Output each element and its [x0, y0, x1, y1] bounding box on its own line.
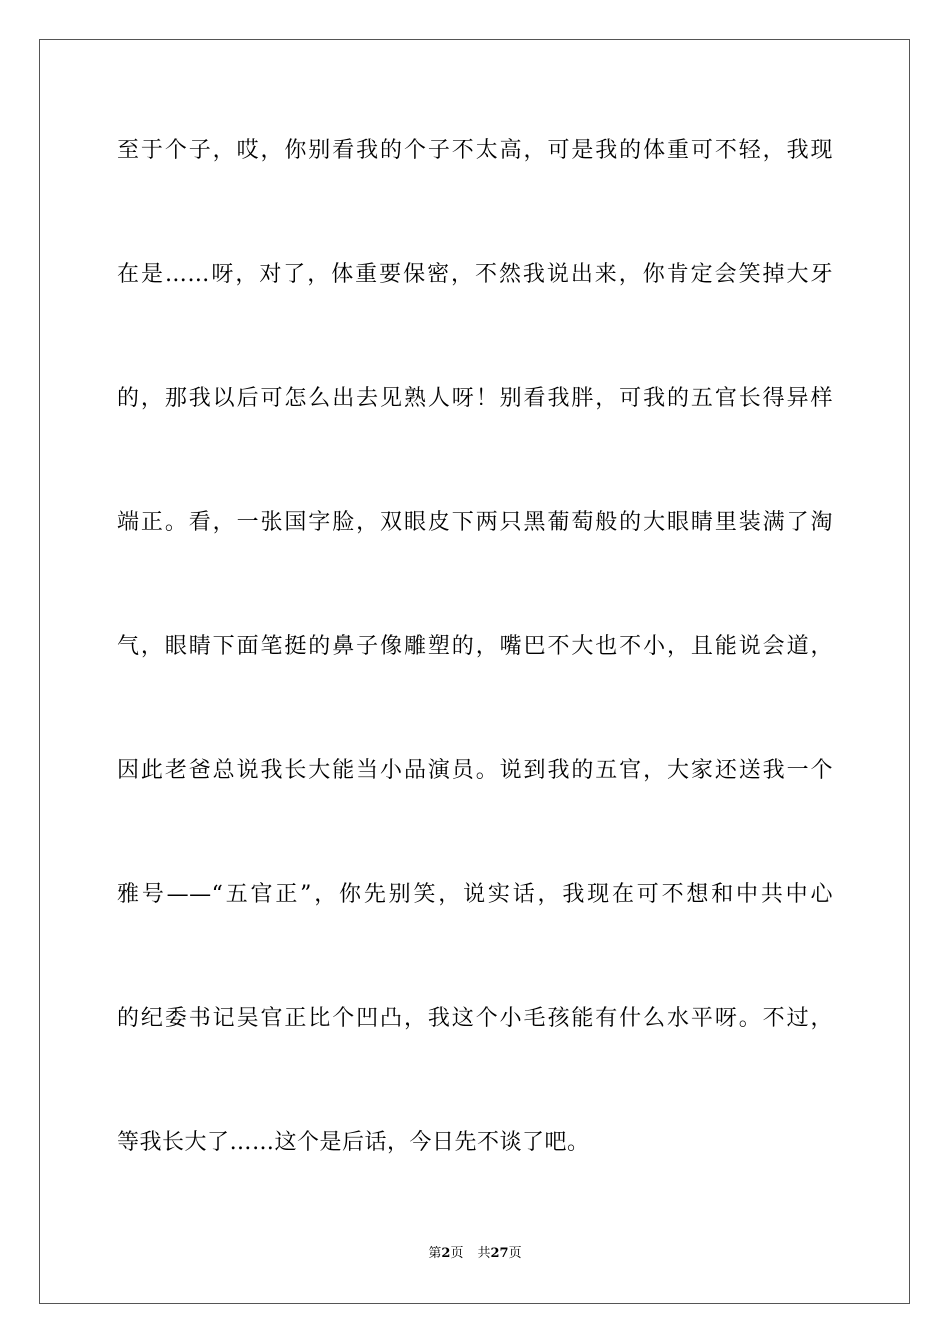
text-line-3: 的，那我以后可怎么出去见熟人呀！别看我胖，可我的五官长得异样 [117, 386, 833, 411]
page-number: 2 [441, 1246, 451, 1261]
total-prefix: 共 [477, 1246, 491, 1261]
text-line-1: 至于个子，哎，你别看我的个子不太高，可是我的体重可不轻，我现 [117, 138, 833, 163]
text-line-6: 因此老爸总说我长大能当小品演员。说到我的五官，大家还送我一个 [117, 758, 833, 783]
page-suffix: 页 [450, 1246, 464, 1261]
text-line-9: 等我长大了……这个是后话，今日先不谈了吧。 [117, 1130, 590, 1155]
text-line-5: 气，眼睛下面笔挺的鼻子像雕塑的，嘴巴不大也不小，且能说会道， [117, 634, 833, 659]
total-suffix: 页 [508, 1246, 522, 1261]
total-pages: 27 [490, 1246, 509, 1261]
page-footer [0, 1245, 950, 1263]
text-line-8: 的纪委书记吴官正比个凹凸，我这个小毛孩能有什么水平呀。不过， [117, 1006, 833, 1031]
page-prefix: 第 [428, 1246, 442, 1261]
text-line-4: 端正。看，一张国字脸，双眼皮下两只黑葡萄般的大眼睛里装满了淘 [117, 510, 833, 535]
text-line-2: 在是……呀，对了，体重要保密，不然我说出来，你肯定会笑掉大牙 [117, 262, 833, 287]
text-line-7: 雅号——“五官正”，你先别笑，说实话，我现在可不想和中共中心 [117, 882, 833, 907]
